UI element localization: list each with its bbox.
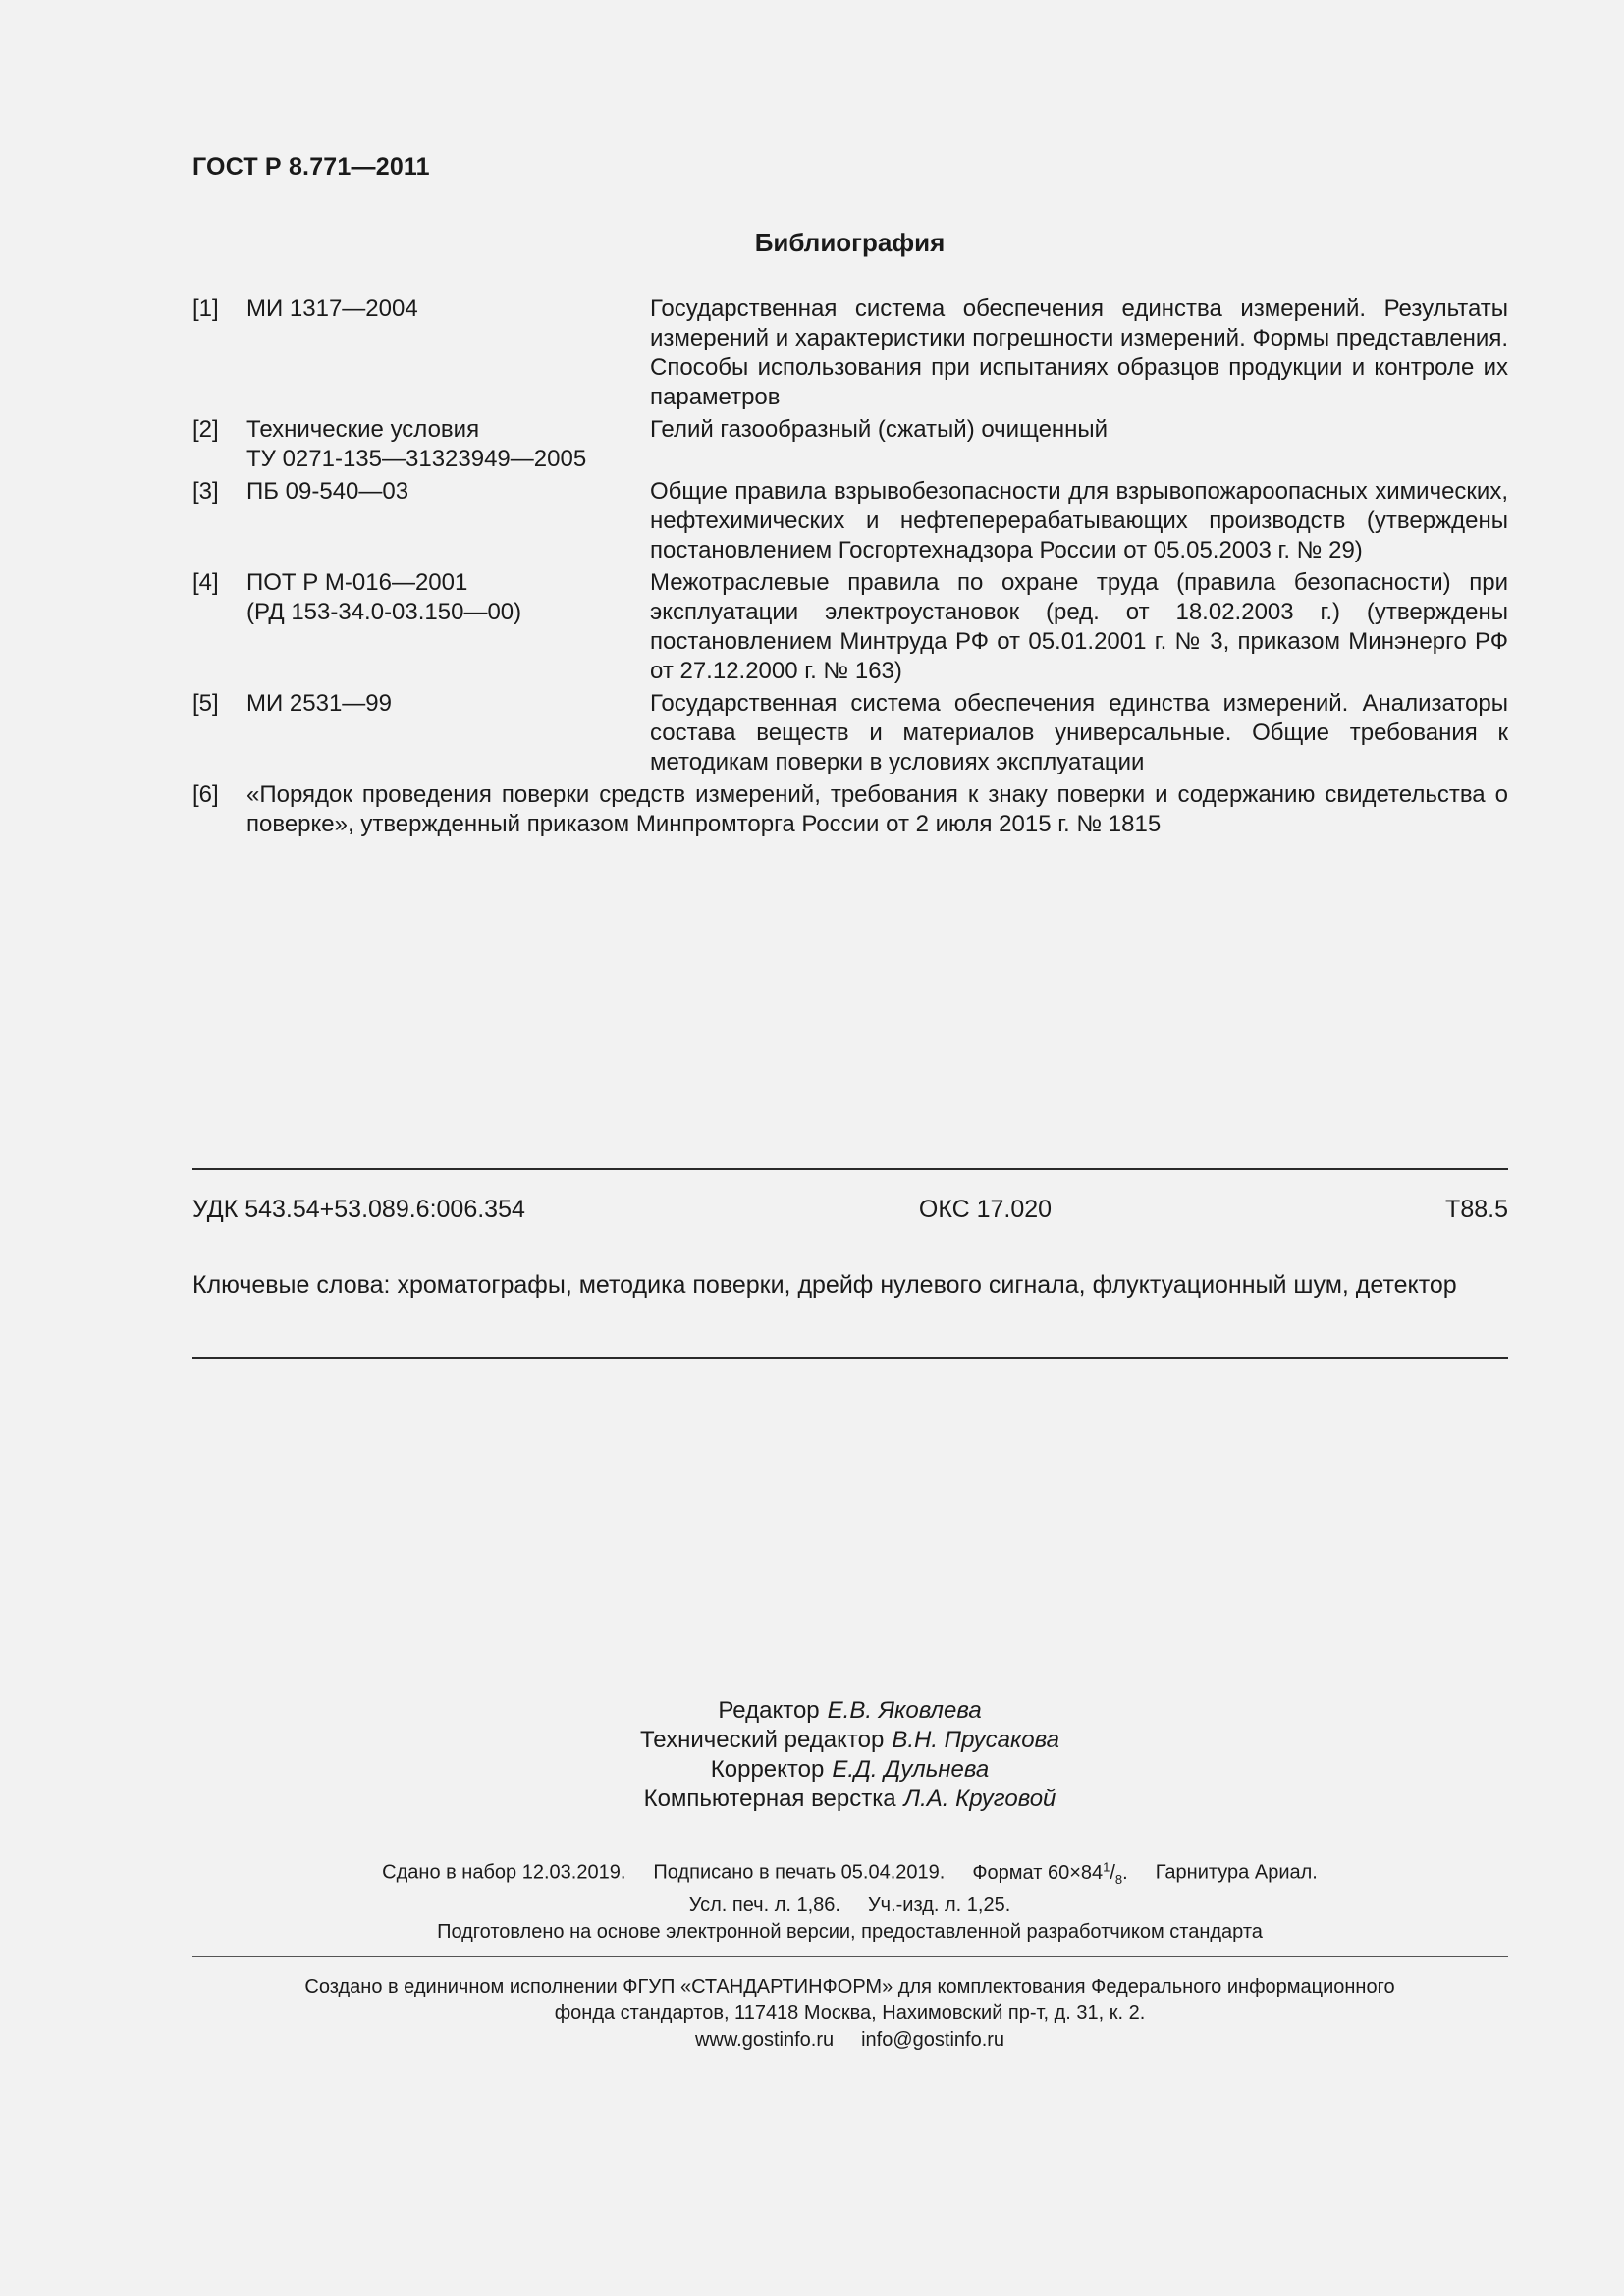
credit-role: Редактор <box>718 1697 820 1724</box>
bibliography-entry-3 <box>192 477 1508 565</box>
credit-name: В.Н. Прусакова <box>892 1727 1059 1753</box>
divider-footer <box>192 1956 1508 1957</box>
entry-number: [4] <box>192 569 219 596</box>
entry-number: [5] <box>192 690 219 717</box>
bibliography-entry-2 <box>192 415 1508 474</box>
divider-top <box>192 1168 1508 1170</box>
credit-technical-editor <box>0 1726 1624 1755</box>
document-code: ГОСТ Р 8.771—2011 <box>192 153 430 181</box>
bibliography-entry-6 <box>192 780 1508 839</box>
publisher-footer <box>0 1974 1624 2054</box>
oks-code: ОКС 17.020 <box>918 1196 1053 1223</box>
typeface: Гарнитура Ариал. <box>1155 1861 1318 1884</box>
credit-role: Компьютерная верстка <box>643 1786 896 1812</box>
bibliography-list <box>192 294 1508 842</box>
credit-layout <box>0 1785 1624 1814</box>
entry-reference: МИ 1317—2004 <box>246 295 418 322</box>
bibliography-entry-5 <box>192 689 1508 777</box>
category-code: Т88.5 <box>1445 1196 1508 1223</box>
footer-line-2: фонда стандартов, 117418 Москва, Нахимовский пр-т, д. 31, к. 2. <box>554 2002 1146 2024</box>
email-link[interactable]: info@gostinfo.ru <box>861 2029 1005 2051</box>
entry-description: Межотраслевые правила по охране труда (правила безопасности) при эксплуатации электроустановок (ред. от 18.02.2003 г.) (утверждены постановлением Минтруда РФ от 05.01.2001 г. № 3, приказом Минэнерго РФ от 27.12.2000 г. № 163) <box>650 569 1508 684</box>
paper-format: Формат $60\times 84^1/_8$. <box>972 1859 1128 1887</box>
signed-date: Подписано в печать 05.04.2019. <box>653 1861 946 1884</box>
bibliography-entry-1 <box>192 294 1508 412</box>
divider-bottom <box>192 1357 1508 1359</box>
website-link[interactable]: www.gostinfo.ru <box>694 2029 835 2051</box>
credit-role: Корректор <box>710 1756 825 1783</box>
entry-reference: ПБ 09-540—03 <box>246 478 409 505</box>
prepared-note: Подготовлено на основе электронной версии, предоставленной разработчиком стандарта <box>437 1920 1263 1943</box>
entry-description: Общие правила взрывобезопасности для взрывопожароопасных химических, нефтехимических и нефтеперерабатывающих производств (утверждены постановлением Госгортехнадзора России от 05.05.2003 г. № 29) <box>650 478 1508 563</box>
bibliography-title: Библиография <box>754 228 946 257</box>
credit-editor <box>0 1696 1624 1726</box>
print-info-line-1 <box>0 1853 1624 1893</box>
entry-number: [6] <box>192 781 219 808</box>
print-info-line-2 <box>0 1893 1624 1919</box>
credit-name: Е.В. Яковлева <box>827 1697 982 1724</box>
typeset-date: Сдано в набор 12.03.2019. <box>382 1861 626 1884</box>
entry-number: [2] <box>192 416 219 443</box>
entry-reference: Технические условия ТУ 0271-135—31323949—2005 <box>246 416 587 472</box>
printed-sheets: Усл. печ. л. 1,86. <box>688 1894 840 1916</box>
entry-number: [1] <box>192 295 219 322</box>
keywords: Ключевые слова: хроматографы, методика поверки, дрейф нулевого сигнала, флуктуационный шум, детектор <box>192 1271 1457 1299</box>
classification-row <box>192 1196 1508 1224</box>
credits-block <box>0 1696 1624 1814</box>
udk-code: УДК 543.54+53.089.6:006.354 <box>192 1196 525 1223</box>
entry-description: «Порядок проведения поверки средств измерений, требования к знаку поверки и содержанию свидетельства о поверке», утвержденный приказом Минпромторга России от 2 июля 2015 г. № 1815 <box>246 781 1508 837</box>
entry-description: Государственная система обеспечения единства измерений. Результаты измерений и характеристики погрешности измерений. Формы представления. Способы использования при испытаниях образцов продукции и контроле их параметров <box>650 295 1508 410</box>
footer-line-1: Создано в единичном исполнении ФГУП «СТАНДАРТИНФОРМ» для комплектования Федерального информационного <box>304 1976 1395 1998</box>
credit-role: Технический редактор <box>639 1727 885 1753</box>
entry-reference: МИ 2531—99 <box>246 690 392 717</box>
edition-sheets: Уч.-изд. л. 1,25. <box>867 1894 1011 1916</box>
footer-contacts <box>0 2027 1624 2054</box>
entry-description: Гелий газообразный (сжатый) очищенный <box>650 416 1109 443</box>
credit-proofreader <box>0 1755 1624 1785</box>
bibliography-entry-4 <box>192 568 1508 686</box>
credit-name: Е.Д. Дульнева <box>832 1756 990 1783</box>
entry-number: [3] <box>192 478 219 505</box>
credit-name: Л.А. Круговой <box>903 1786 1056 1812</box>
entry-reference: ПОТ Р М-016—2001 (РД 153-34.0-03.150—00) <box>246 569 522 625</box>
entry-description: Государственная система обеспечения единства измерений. Анализаторы состава веществ и материалов универсальные. Общие требования к методикам поверки в условиях эксплуатации <box>650 690 1508 775</box>
print-info <box>0 1853 1624 1946</box>
